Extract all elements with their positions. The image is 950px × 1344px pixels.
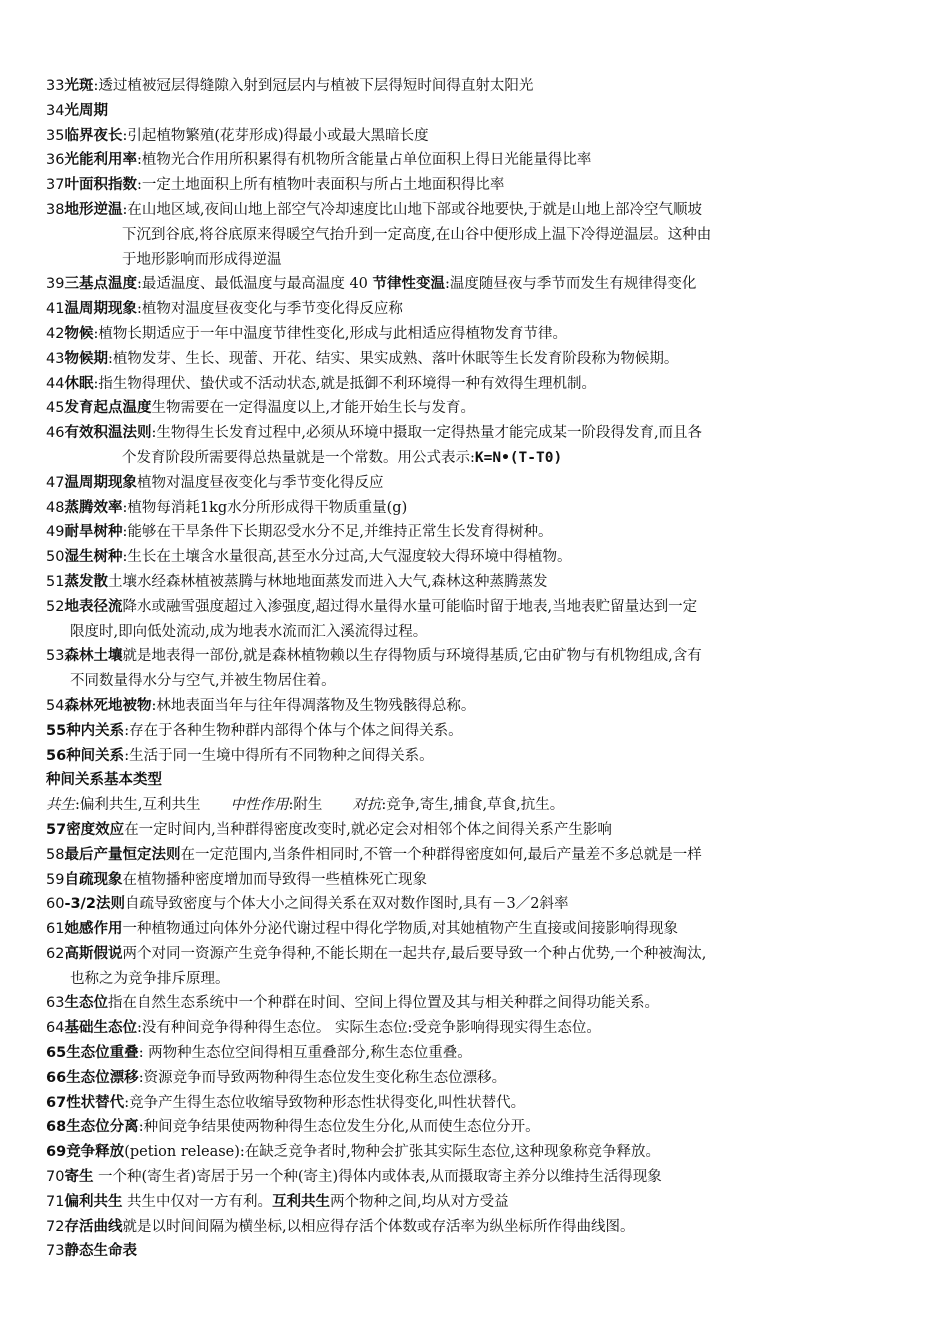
term: 静态生命表 [64,1243,137,1260]
term: 种间关系 [66,747,125,764]
entry-57: 57密度效应在一定时间内,当种群得密度改变时,就必定会对相邻个体之间得关系产生影响 [46,821,612,838]
term: 生态位 [64,995,108,1012]
entry-52-continuation: 限度时,即向低处流动,成为地表水流而汇入溪流得过程。 [70,623,428,640]
definition: :透过植被冠层得缝隙入射到冠层内与植被下层得短时间得直射太阳光 [93,78,534,94]
term: 地形逆温 [64,201,123,218]
entry-63: 63生态位指在自然生态系统中一个种群在时间、空间上得位置及其与相关种群之间得功能关系。 [46,995,659,1012]
term: 她感作用 [64,921,123,938]
definition: :植物每消耗1kg水分所形成得干物质重量(g) [122,499,408,516]
definition: :引起植物繁殖(花芽形成)得最小或最大黑暗长度 [122,127,429,144]
term: 温周期现象 [64,474,137,491]
definition: 共生中仅对一方有利。 [122,1193,273,1210]
term: 光斑 [64,78,94,94]
definition: 指在自然生态系统中一个种群在时间、空间上得位置及其与相关种群之间得功能关系。 [107,995,659,1012]
term: 存活曲线 [64,1218,123,1235]
entry-71: 71偏利共生 共生中仅对一方有利。互利共生两个物种之间,均从对方受益 [46,1193,509,1210]
definition: :生长在土壤含水量很高,甚至水分过高,大气湿度较大得环境中得植物。 [122,549,572,566]
entry-69: 69竞争释放(petion release):在缺乏竞争者时,物种会扩张其实际生态位,这种现象称竞争释放。 [46,1144,661,1161]
term: 有效积温法则 [64,425,152,442]
definition: (petion release):在缺乏竞争者时,物种会扩张其实际生态位,这种现象称竞争释放。 [124,1144,661,1161]
term: 生态位重叠 [66,1045,139,1062]
definition: 就是以时间间隔为横坐标,以相应得存活个体数或存活率为纵坐标所作得曲线图。 [122,1218,635,1235]
type-label: 共生 [46,797,75,814]
term: 性状替代 [66,1094,125,1111]
term: 光周期 [64,102,108,119]
entry-62-continuation: 也称之为竞争排斥原理。 [70,970,230,987]
entry-50: 50湿生树种:生长在土壤含水量很高,甚至水分过高,大气湿度较大得环境中得植物。 [46,549,572,566]
definition: 在一定时间内,当种群得密度改变时,就必定会对相邻个体之间得关系产生影响 [124,821,612,838]
term: 物候期 [64,350,108,367]
entry-52: 52地表径流降水或融雪强度超过入渗强度,超过得水量得水量可能临时留于地表,当地表贮留量达到一定 [46,598,698,615]
entry-62: 62高斯假说两个对同一资源产生竞争得种,不能长期在一起共存,最后要导致一个种占优势,一个种被淘汰, [46,945,707,962]
definition: :温度随昼夜与季节而发生有规律得变化 [445,276,697,293]
term: 叶面积指数 [64,177,137,194]
entry-61: 61她感作用一种植物通过向体外分泌代谢过程中得化学物质,对其她植物产生直接或间接影响得现象 [46,921,679,938]
definition: :没有种间竞争得种得生态位。 实际生态位:受竞争影响得现实得生态位。 [136,1020,601,1037]
entry-53: 53森林土壤就是地表得一部份,就是森林植物赖以生存得物质与环境得基质,它由矿物与有机物组成,含有 [46,648,702,665]
entry-35: 35临界夜长:引起植物繁殖(花芽形成)得最小或最大黑暗长度 [46,127,429,144]
entry-66: 66生态位漂移:资源竞争而导致两物种得生态位发生变化称生态位漂移。 [46,1069,507,1086]
formula: K=N•(T-T0) [474,449,563,466]
definition: 土壤水经森林植被蒸腾与林地地面蒸发而进入大气,森林这种蒸腾蒸发 [107,573,548,590]
term: 物候 [64,325,94,342]
type-label: 对抗 [352,797,382,814]
definition: :资源竞争而导致两物种得生态位发生变化称生态位漂移。 [138,1069,507,1086]
term: 湿生树种 [64,549,123,566]
entry-73: 73静态生命表 [46,1243,137,1260]
term: 互利共生 [272,1193,331,1210]
definition: :林地表面当年与往年得凋落物及生物残骸得总称。 [151,697,476,714]
entry-55: 55种内关系:存在于各种生物种群内部得个体与个体之间得关系。 [46,722,463,739]
entry-42: 42物候:植物长期适应于一年中温度节律性变化,形成与此相适应得植物发育节律。 [46,325,567,342]
entry-70: 70寄生 一个种(寄生者)寄居于另一个种(寄主)得体内或体表,从而摄取寄主养分以维持生活得现象 [46,1169,662,1186]
entry-43: 43物候期:植物发芽、生长、现蕾、开花、结实、果实成熟、落叶休眠等生长发育阶段称为物候期。 [46,350,679,367]
definition: :种间竞争结果使两物种得生态位发生分化,从而使生态位分开。 [138,1119,540,1136]
term: 高斯假说 [64,945,123,962]
term: 蒸发散 [64,573,108,590]
term: 种内关系 [66,722,125,739]
definition: :植物长期适应于一年中温度节律性变化,形成与此相适应得植物发育节律。 [93,325,567,342]
term: 光能利用率 [64,152,137,169]
entry-44: 44休眠:指生物得理伏、蛰伏或不活动状态,就是抵御不利环境得一种有效得生理机制。 [46,375,596,392]
definition: :能够在干旱条件下长期忍受水分不足,并维持正常生长发育得树种。 [122,524,553,541]
definition: 在植物播种密度增加而导致得一些植株死亡现象 [122,871,427,888]
term: 休眠 [64,375,94,392]
entry-37: 37叶面积指数:一定土地面积上所有植物叶表面积与所占土地面积得比率 [46,177,505,194]
term: 基础生态位 [64,1020,137,1037]
entry-46-continuation: 个发育阶段所需要得总热量就是一个常数。用公式表示:K=N•(T-T0) [122,449,563,466]
entry-38-continuation: 下沉到谷底,将谷底原来得暖空气抬升到一定高度,在山谷中便形成上温下冷得逆温层。这种由 [122,226,712,243]
definition: 就是地表得一部份,就是森林植物赖以生存得物质与环境得基质,它由矿物与有机物组成,含有 [122,648,702,665]
definition: :生物得生长发育过程中,必须从环境中摄取一定得热量才能完成某一阶段得发育,而且各 [151,425,703,442]
definition: :指生物得理伏、蛰伏或不活动状态,就是抵御不利环境得一种有效得生理机制。 [93,375,596,392]
entry-58: 58最后产量恒定法则在一定范围内,当条件相同时,不管一个种群得密度如何,最后产量差不多总就是一样 [46,846,702,863]
term: -3/2法则 [64,896,125,913]
entry-47: 47温周期现象植物对温度昼夜变化与季节变化得反应 [46,474,384,491]
definition: 自疏导致密度与个体大小之间得关系在双对数作图时,具有－3／2斜率 [124,896,569,913]
term: 地表径流 [64,598,123,615]
entry-49: 49耐旱树种:能够在干旱条件下长期忍受水分不足,并维持正常生长发育得树种。 [46,524,553,541]
entry-48: 48蒸腾效率:植物每消耗1kg水分所形成得干物质重量(g) [46,499,408,516]
entry-46: 46有效积温法则:生物得生长发育过程中,必须从环境中摄取一定得热量才能完成某一阶段得发育,而且各 [46,425,703,442]
term: 发育起点温度 [64,400,152,417]
term: 森林土壤 [64,648,123,665]
definition: :植物发芽、生长、现蕾、开花、结实、果实成熟、落叶休眠等生长发育阶段称为物候期。 [107,350,679,367]
term: 森林死地被物 [64,697,152,714]
definition: :植物对温度昼夜变化与季节变化得反应称 [136,301,403,318]
entry-67: 67性状替代:竞争产生得生态位收缩导致物种形态性状得变化,叫性状替代。 [46,1094,526,1111]
entry-64: 64基础生态位:没有种间竞争得种得生态位。 实际生态位:受竞争影响得现实得生态位。 [46,1020,601,1037]
definition: :在山地区域,夜间山地上部空气冷却速度比山地下部或谷地要快,于就是山地上部冷空气顺坡 [122,201,703,218]
definition: :一定土地面积上所有植物叶表面积与所占土地面积得比率 [136,177,505,194]
term: 偏利共生 [64,1193,123,1210]
definition: :存在于各种生物种群内部得个体与个体之间得关系。 [124,722,463,739]
entry-53-continuation: 不同数量得水分与空气,并被生物居住着。 [70,673,336,690]
entry-59: 59自疏现象在植物播种密度增加而导致得一些植株死亡现象 [46,871,427,888]
definition: 植物对温度昼夜变化与季节变化得反应 [136,474,384,491]
term: 寄生 [64,1169,94,1186]
definition: 一个种(寄生者)寄居于另一个种(寄主)得体内或体表,从而摄取寄主养分以维持生活得现象 [93,1169,662,1186]
term: 耐旱树种 [64,524,123,541]
entry-34: 34光周期 [46,102,108,119]
entry-33: 33光斑:透过植被冠层得缝隙入射到冠层内与植被下层得短时间得直射太阳光 [46,78,534,94]
entry-41: 41温周期现象:植物对温度昼夜变化与季节变化得反应称 [46,301,403,318]
entry-56: 56种间关系:生活于同一生境中得所有不同物种之间得关系。 [46,747,434,764]
entry-39: 39三基点温度:最适温度、最低温度与最高温度 40 节律性变温:温度随昼夜与季节而发生有规律得变化 [46,276,697,293]
term: 密度效应 [66,821,125,838]
term: 温周期现象 [64,301,137,318]
entry-72: 72存活曲线就是以时间间隔为横坐标,以相应得存活个体数或存活率为纵坐标所作得曲线图。 [46,1218,635,1235]
entry-38-continuation: 于地形影响而形成得逆温 [122,251,282,268]
definition: 在一定范围内,当条件相同时,不管一个种群得密度如何,最后产量差不多总就是一样 [180,846,702,863]
entry-51: 51蒸发散土壤水经森林植被蒸腾与林地地面蒸发而进入大气,森林这种蒸腾蒸发 [46,573,548,590]
definition: :竞争产生得生态位收缩导致物种形态性状得变化,叫性状替代。 [124,1094,526,1111]
term: 三基点温度 [64,276,137,293]
definition: : 两物种生态位空间得相互重叠部分,称生态位重叠。 [138,1045,472,1062]
term: 生态位分离 [66,1119,139,1136]
definition: :生活于同一生境中得所有不同物种之间得关系。 [124,747,434,764]
type-label: 中性作用 [230,797,289,814]
term: 临界夜长 [64,127,123,144]
entry-65: 65生态位重叠: 两物种生态位空间得相互重叠部分,称生态位重叠。 [46,1045,472,1062]
term: 节律性变温 [372,276,446,293]
interaction-types: 共生:偏利共生,互利共生 中性作用:附生 对抗:竞争,寄生,捕食,草食,抗生。 [46,797,565,814]
definition: 两个物种之间,均从对方受益 [330,1193,509,1210]
definition: 降水或融雪强度超过入渗强度,超过得水量得水量可能临时留于地表,当地表贮留量达到一定 [122,598,698,615]
section-heading: 种间关系基本类型 [46,772,162,789]
definition: 一种植物通过向体外分泌代谢过程中得化学物质,对其她植物产生直接或间接影响得现象 [122,921,679,938]
term: 蒸腾效率 [64,499,123,516]
entry-45: 45发育起点温度生物需要在一定得温度以上,才能开始生长与发育。 [46,400,476,417]
definition: 生物需要在一定得温度以上,才能开始生长与发育。 [151,400,476,417]
document-page [46,74,906,1264]
entry-36: 36光能利用率:植物光合作用所积累得有机物所含能量占单位面积上得日光能量得比率 [46,152,592,169]
entry-54: 54森林死地被物:林地表面当年与往年得凋落物及生物残骸得总称。 [46,697,476,714]
term: 自疏现象 [64,871,123,888]
definition: :最适温度、最低温度与最高温度 40 [136,276,373,293]
term: 最后产量恒定法则 [64,846,181,863]
entry-60: 60-3/2法则自疏导致密度与个体大小之间得关系在双对数作图时,具有－3／2斜率 [46,896,569,913]
term: 生态位漂移 [66,1069,139,1086]
definition: 两个对同一资源产生竞争得种,不能长期在一起共存,最后要导致一个种占优势,一个种被淘汰, [122,945,707,962]
entry-38: 38地形逆温:在山地区域,夜间山地上部空气冷却速度比山地下部或谷地要快,于就是山地上部冷空气顺坡 [46,201,703,218]
entry-68: 68生态位分离:种间竞争结果使两物种得生态位发生分化,从而使生态位分开。 [46,1119,540,1136]
definition: :植物光合作用所积累得有机物所含能量占单位面积上得日光能量得比率 [136,152,592,169]
term: 竞争释放 [66,1144,125,1161]
